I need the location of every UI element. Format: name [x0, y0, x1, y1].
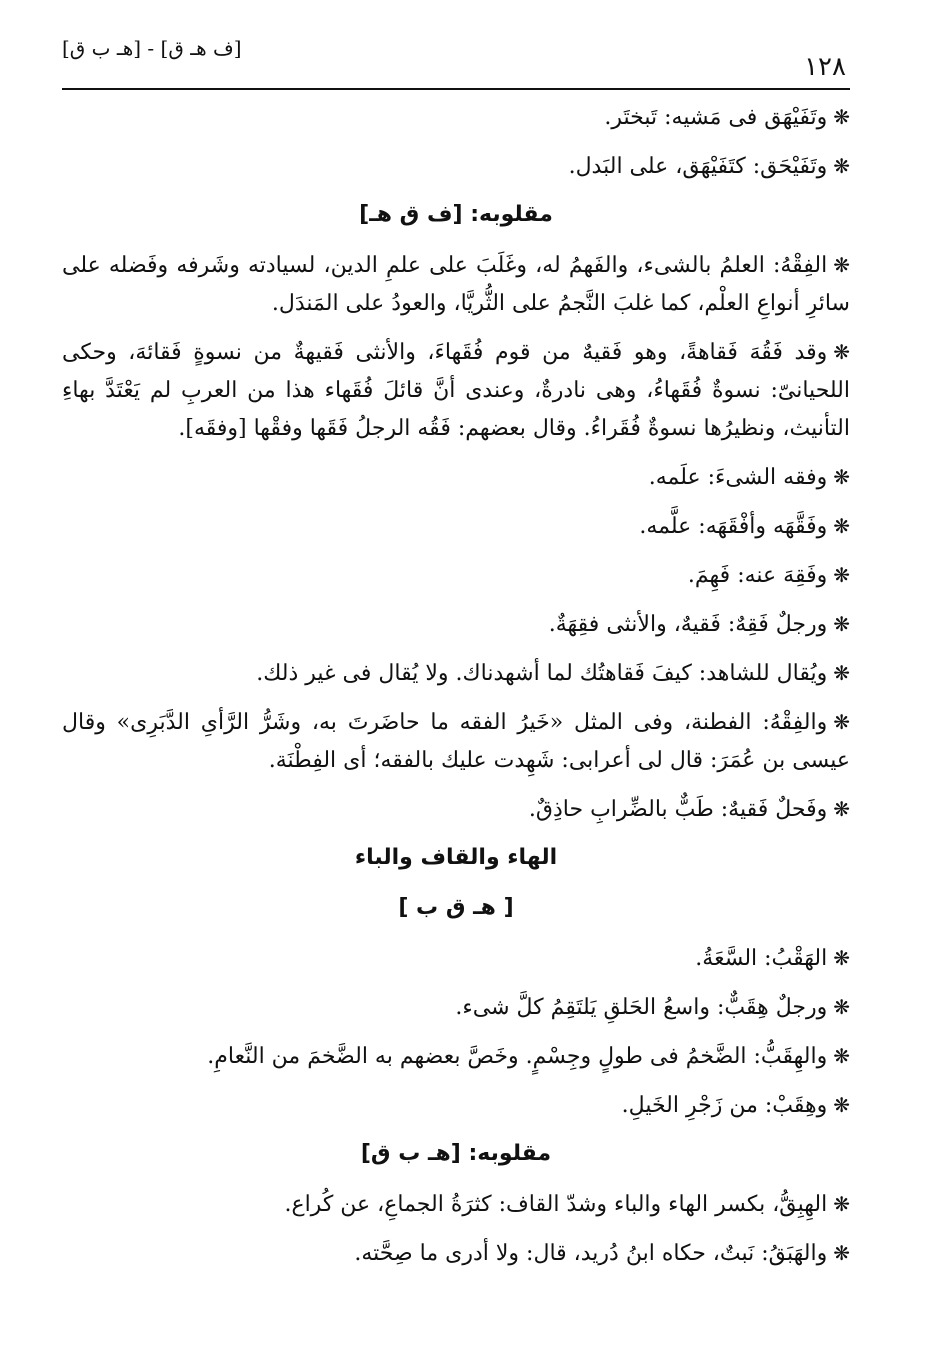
entry-text: وتَفَيْحَق: كتَفَيْهَق، على البَدل.	[568, 154, 828, 179]
asterisk-icon: ❋	[833, 710, 850, 734]
entry-text: وهِقَبْ: من زَجْرِ الخَيلِ.	[621, 1093, 828, 1118]
entry-paragraph	[62, 333, 850, 448]
entry-text: وفقه الشىءَ: علَمه.	[648, 465, 828, 490]
asterisk-icon: ❋	[833, 105, 850, 129]
entry-line	[62, 790, 850, 829]
entry-line	[62, 1185, 850, 1224]
entry-text: والهِقَبُّ: الضَّخمُ فى طولٍ وجِسْمٍ. وخَصَّ بعضهم به الضَّخمَ من النَّعامِ.	[207, 1044, 828, 1069]
entry-line	[62, 507, 850, 546]
entry-line	[62, 458, 850, 497]
asterisk-icon: ❋	[833, 465, 850, 489]
entry-text: ورجلٌ فَقِهٌ: فَقيهٌ، والأنثى فقِهَةٌ.	[548, 612, 828, 637]
asterisk-icon: ❋	[833, 1192, 850, 1216]
entry-line	[62, 939, 850, 978]
entry-text: ويُقال للشاهد: كيفَ فَقاهتُك لما أشهدناك. ولا يُقال فى غير ذلك.	[256, 661, 828, 686]
entry-line	[62, 988, 850, 1027]
entry-line	[62, 1037, 850, 1076]
section-heading: مقلوبه: [هـ ب ق]	[360, 1141, 552, 1166]
root-heading: [ هـ ق ب ]	[398, 895, 514, 920]
entry-text: والهَبَقُ: نَبتٌ، حكاه ابنُ دُريد، قال: ولا أدرى ما صِحَّته.	[354, 1241, 828, 1266]
entry-text: الهِبِقُّ، بكسر الهاء والباء وشدّ القاف: كثرَةُ الجماعِ، عن كُراع.	[284, 1192, 828, 1217]
asterisk-icon: ❋	[833, 253, 850, 277]
asterisk-icon: ❋	[833, 612, 850, 636]
asterisk-icon: ❋	[833, 514, 850, 538]
running-head: [ف هـ ق] - [هـ ب ق]	[62, 36, 242, 60]
section-heading: مقلوبه: [ف ق هـ]	[359, 202, 553, 227]
entry-text: وفَقَّهَه وأفْقَهَه: علَّمه.	[639, 514, 828, 539]
asterisk-icon: ❋	[833, 1241, 850, 1265]
entry-text: الهَقْبُ: السَّعَةُ.	[695, 946, 828, 971]
asterisk-icon: ❋	[833, 797, 850, 821]
entry-text: وقد فَقُهَ فَقاهةً، وهو فَقيهٌ من قوم فُقَهاءَ، والأنثى فَقيهةٌ من نسوةٍ فَقائهَ، وحكى اللحيانىّ: نسوةٌ فُقَهاءُ، وهى نادرةٌ، وعندى أنَّ قائلَ فُقَهاء هذا من العربِ لم يَعْتَدَّ بهاءِ التأنيث، ونظيرُها نسوةٌ فُقَراءُ. وقال بعضهم: فَقُه الرجلُ فَقَها وفقْها [وفقَه].	[62, 340, 850, 441]
page-number: ١٢٨	[804, 52, 846, 82]
entry-text: ورجلٌ هِقَبٌّ: واسعُ الحَلقِ يَلتَقِمُ كلَّ شىء.	[455, 995, 828, 1020]
header-rule	[62, 88, 850, 90]
asterisk-icon: ❋	[833, 340, 850, 364]
entry-text: الفِقْهُ: العلمُ بالشىء، والفَهمُ له، وغَلَبَ على علمِ الدين، لسيادته وشَرفه وفَضله على سائرِ أنواعِ العلْم، كما غلبَ النَّجمُ على الثُّريَّا، والعودُ على المَندَل.	[62, 253, 850, 316]
entry-line	[62, 1086, 850, 1125]
entry-line	[62, 98, 850, 137]
entry-text: والفِقْهُ: الفطنة، وفى المثل «خَيرُ الفقه ما حاضَرتَ به، وشَرُّ الرَّأىِ الدَّبَرِى» وقال عيسى بن عُمَرَ: قال لى أعرابى: شَهِدت عليك بالفقه؛ أى الفِطْنَة.	[62, 710, 850, 773]
entry-line	[62, 1234, 850, 1273]
asterisk-icon: ❋	[833, 946, 850, 970]
entry-paragraph	[62, 703, 850, 780]
entry-text: وفَقِهَ عنه: فَهِمَ.	[687, 563, 828, 588]
page-body	[62, 98, 850, 1283]
asterisk-icon: ❋	[833, 1044, 850, 1068]
page-header	[62, 30, 846, 90]
entry-line	[62, 654, 850, 693]
entry-line	[62, 556, 850, 595]
asterisk-icon: ❋	[833, 154, 850, 178]
entry-text: وتَفَيْهَق فى مَشيه: تَبختَر.	[604, 105, 828, 130]
asterisk-icon: ❋	[833, 995, 850, 1019]
entry-line	[62, 605, 850, 644]
entry-text: وفَحلٌ فَقيهٌ: طَبٌّ بالضِّرابِ حاذِقٌ.	[528, 797, 828, 822]
chapter-heading: الهاء والقاف والباء	[354, 845, 558, 870]
asterisk-icon: ❋	[833, 563, 850, 587]
asterisk-icon: ❋	[833, 661, 850, 685]
entry-line	[62, 147, 850, 186]
entry-paragraph	[62, 246, 850, 323]
asterisk-icon: ❋	[833, 1093, 850, 1117]
